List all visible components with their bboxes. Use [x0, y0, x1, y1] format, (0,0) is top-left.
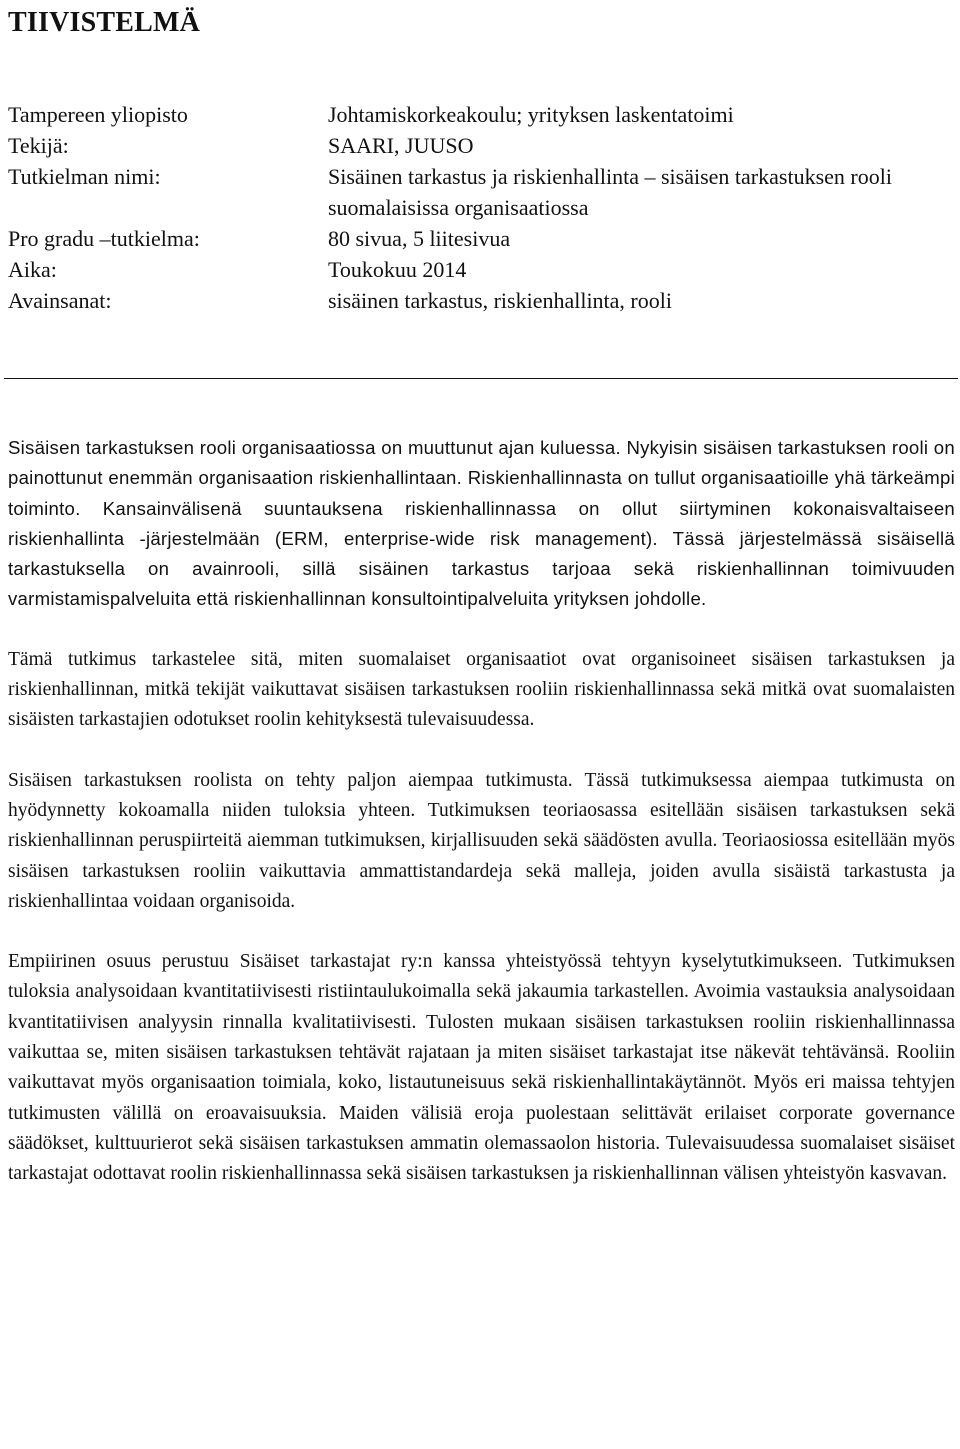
abstract-paragraph: Sisäisen tarkastuksen roolista on tehty paljon aiempaa tutkimusta. Tässä tutkimuksessa aiempaa tutkimusta on hyödynnetty kokoamalla niiden tuloksia yhteen. Tutkimuksen teoriaosassa esitellään sisäisen tarkastuksen sekä riskienhallinnan peruspiirteitä aiemman tutkimuksen, kirjallisuuden sekä säädösten avulla. Teoriaosiossa esitellään myös sisäisen tarkastuksen rooliin vaikuttavia ammattistandardeja sekä malleja, joiden avulla sisäistä tarkastusta ja riskienhallintaa voidaan organisoida.: [8, 769, 955, 912]
thesis-metadata: [8, 99, 948, 316]
meta-key: Pro gradu –tutkielma:: [8, 226, 200, 251]
meta-value: Johtamiskorkeakoulu; yrityksen laskentatoimi: [328, 102, 734, 127]
meta-value: Toukokuu 2014: [328, 257, 467, 282]
abstract-paragraph: Sisäisen tarkastuksen rooli organisaatiossa on muuttunut ajan kuluessa. Nykyisin sisäisen tarkastuksen rooli on painottunut enemmän organisaation riskienhallintaan. Riskienhallinnasta on tullut organisaatioille yhä tärkeämpi toiminto. Kansainvälisenä suuntauksena riskienhallinnassa on ollut siirtyminen kokonaisvaltaiseen riskienhallinta -järjestelmään (ERM, enterprise-wide risk management). Tässä järjestelmässä sisäisellä tarkastuksella on avainrooli, sillä sisäinen tarkastus tarjoaa sekä riskienhallinnan toimivuuden varmistamispalveluita että riskienhallinnan konsultointipalveluita yrityksen johdolle.: [8, 437, 955, 610]
meta-key: Tutkielman nimi:: [8, 164, 161, 189]
meta-value: 80 sivua, 5 liitesivua: [328, 226, 511, 251]
abstract-paragraph: Empiirinen osuus perustuu Sisäiset tarkastajat ry:n kanssa yhteistyössä tehtyyn kyselytutkimukseen. Tutkimuksen tuloksia analysoidaan kvantitatiivisesti ristiintaulukoimalla sekä jakaumia tarkastellen. Avoimia vastauksia analysoidaan kvantitatiivisen analyysin rinnalla kvalitatiivisesti. Tulosten mukaan sisäisen tarkastuksen rooliin riskienhallinnassa vaikuttaa se, miten sisäisen tarkastuksen tehtävät rajataan ja miten sisäiset tarkastajat itse näkevät tehtävänsä. Rooliin vaikuttavat myös organisaation toimiala, koko, listautuneisuus sekä riskienhallintakäytännöt. Myös eri maissa tehtyjen tutkimusten välillä on eroavaisuuksia. Maiden välisiä eroja puolestaan selittävät erilaiset corporate governance säädökset, kulttuurierot sekä sisäisen tarkastuksen ammatin olemassaolon historia. Tulevaisuudessa suomalaiset sisäiset tarkastajat odottavat roolin riskienhallinnassa sekä sisäisen tarkastuksen ja riskienhallinnan välisen yhteistyön kasvavan.: [8, 951, 955, 1185]
meta-row-date: [8, 254, 948, 285]
abstract-body: [8, 433, 955, 1190]
meta-value: SAARI, JUUSO: [328, 133, 474, 158]
meta-row-thesis-type: [8, 223, 948, 254]
meta-value: Sisäinen tarkastus ja riskienhallinta – sisäisen tarkastuksen rooli suomalaisissa organisaatiossa: [328, 164, 892, 220]
meta-row-keywords: [8, 285, 948, 316]
meta-row-thesis-title: [8, 161, 948, 223]
meta-key: Tekijä:: [8, 133, 69, 158]
meta-key: Tampereen yliopisto: [8, 102, 188, 127]
meta-row-university: [8, 99, 948, 130]
meta-value: sisäinen tarkastus, riskienhallinta, rooli: [328, 288, 672, 313]
page-title: TIIVISTELMÄ: [8, 7, 201, 38]
section-divider: [4, 378, 958, 379]
meta-row-author: [8, 130, 948, 161]
meta-key: Avainsanat:: [8, 288, 112, 313]
meta-key: Aika:: [8, 257, 57, 282]
abstract-paragraph: Tämä tutkimus tarkastelee sitä, miten suomalaiset organisaatiot ovat organisoineet sisäisen tarkastuksen ja riskienhallinnan, mitkä tekijät vaikuttavat sisäisen tarkastuksen rooliin riskienhallinnassa sekä mitkä ovat suomalaisten sisäisten tarkastajien odotukset roolin kehityksestä tulevaisuudessa.: [8, 648, 955, 731]
